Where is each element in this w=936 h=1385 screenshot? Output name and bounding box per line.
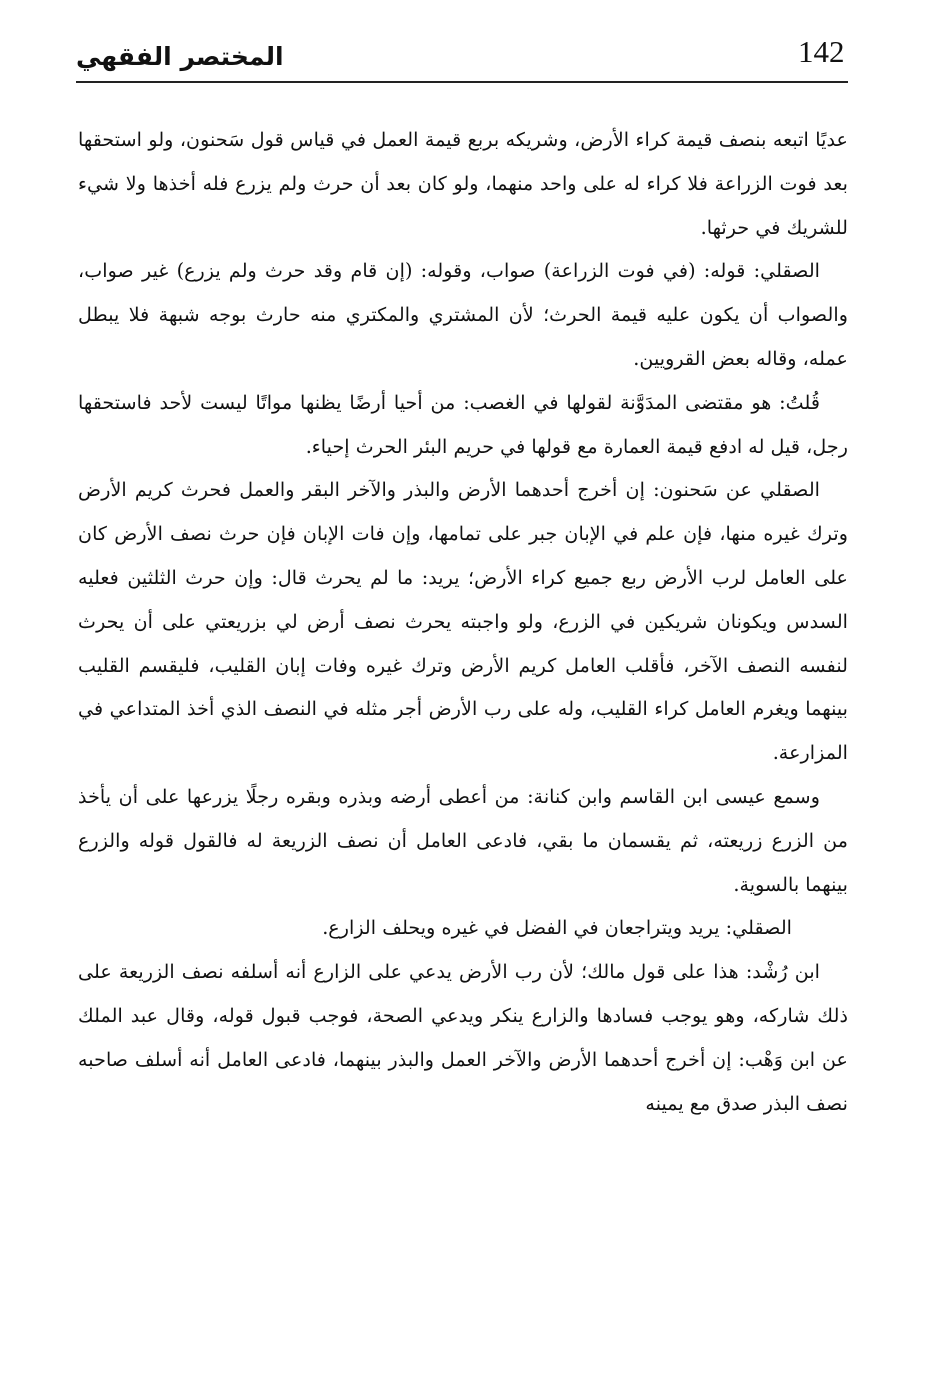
paragraph-siqilli-sahnun: الصقلي عن سَحنون: إن أخرج أحدهما الأرض والبذر والآخر البقر والعمل فحرث كريم الأرض وترك غيره منها، فإن علم في الإبان جبر على تمامها، وإن فات الإبان فإن حرث نصف الأرض كان على العامل لرب الأرض ربع جميع كراء الأرض؛ يريد: ما لم يحرث قال: وإن حرث الثلثين فعليه السدس ويكونان شريكين في الزرع، ولو واجبته يحرث نصف أرض لي بزريعتي على أن يحرث لنفسه النصف الآخر، فأقلب العامل كريم الأرض وترك غيره وفات إبان القليب، فليقسم القليب بينهما ويغرم العامل كراء القليب، وله على رب الأرض أجر مثله في النصف الذي أخذ المتداعي في المزارعة. bbox=[78, 478, 848, 765]
paragraph-siqilli-yurid: الصقلي: يريد ويتراجعان في الفضل في غيره ويحلف الزارع. bbox=[322, 916, 792, 940]
page-number: 142 bbox=[798, 34, 845, 69]
paragraph-siqilli-comment: الصقلي: قوله: (في فوت الزراعة) صواب، وقوله: (إن قام وقد حرث ولم يزرع) غير صواب، والصواب أن يكون عليه قيمة الحرث؛ لأن المشتري والمكتري منه حارث بوجه شبهة فلا يبطل عمله، وقاله بعض القرويين. bbox=[78, 259, 848, 370]
paragraph-ibn-rushd: ابن رُشْد: هذا على قول مالك؛ لأن رب الأرض يدعي على الزارع أنه أسلفه نصف الزريعة على ذلك شاركه، وهو يوجب فسادها والزارع ينكر ويدعي الصحة، فوجب قبول قوله، وقال عبد الملك عن ابن وَهْب: إن أخرج أحدهما الأرض والآخر العمل والبذر بينهما، فادعى العامل أنه أسلف صاحبه نصف البذر صدق مع يمينه bbox=[78, 960, 848, 1115]
paragraph-qultu: قُلتُ: هو مقتضى المدَوَّنة لقولها في الغصب: من أحيا أرضًا يظنها مواتًا ليست لأحد فاستحقها رجل، قيل له ادفع قيمة العمارة مع قولها في حريم البئر الحرث إحياء. bbox=[78, 390, 848, 458]
header-divider bbox=[76, 81, 848, 83]
paragraph-sama-isa: وسمع عيسى ابن القاسم وابن كنانة: من أعطى أرضه وبذره وبقره رجلًا يزرعها على أن يأخذ من الزرع زريعته، ثم يقسمان ما بقي، فادعى العامل أن نصف الزريعة له فالقول قوله والزرع بينهما بالسوية. bbox=[78, 784, 848, 896]
page-header bbox=[76, 28, 848, 86]
page-body bbox=[78, 118, 848, 1125]
running-title: المختصر الفقهي bbox=[76, 42, 284, 71]
paragraph-continuation: عديًا اتبعه بنصف قيمة كراء الأرض، وشريكه بربع قيمة العمل في قياس قول سَحنون، ولو استحقها بعد فوت الزراعة فلا كراء له على واحد منهما، ولو كان بعد أن حرث ولم يزرع فله أخذها ولا شيء للشريك في حرثها. bbox=[78, 128, 848, 239]
